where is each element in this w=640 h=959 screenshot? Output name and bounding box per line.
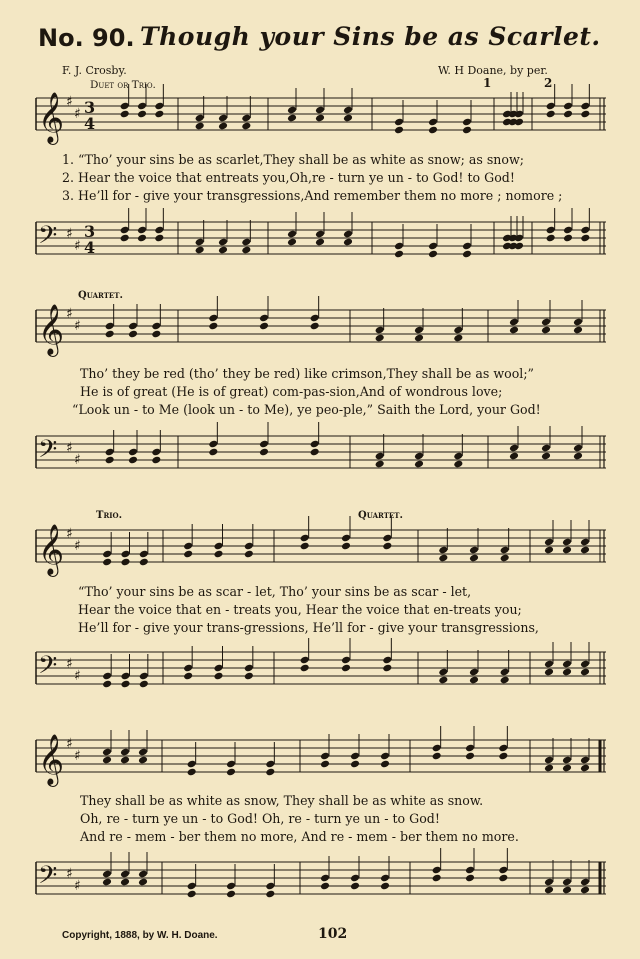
note-head: [469, 676, 479, 685]
note-head: [208, 322, 218, 331]
note-head: [218, 122, 228, 131]
time-sig-bottom: 4: [84, 238, 96, 257]
note-head: [287, 114, 297, 123]
note-head: [380, 760, 390, 769]
system2-lyric-verse2: He is of great (He is of great) com-pas-sion,And of wondrous love;: [80, 384, 503, 399]
note-head: [465, 874, 475, 883]
note-head: [102, 558, 112, 567]
staff-lines: [36, 310, 606, 342]
system4-treble-staff: [0, 728, 640, 792]
note-head: [544, 668, 554, 677]
note-head: [120, 756, 130, 765]
system1-lyric-verse1: 1. “Tho’ your sins be as scarlet,They shall be as white as snow; as snow;: [62, 152, 524, 167]
note-head: [151, 330, 161, 339]
staff-lines: [36, 652, 606, 684]
note-head: [315, 238, 325, 247]
sharp-icon: ♯: [66, 440, 73, 456]
note-head: [509, 326, 519, 335]
note-head: [244, 672, 254, 681]
sharp-icon: ♯: [74, 748, 81, 764]
note-head: [187, 890, 197, 899]
system3-label-quartet: Quartet.: [358, 510, 403, 521]
system1-lyric-verse3: 3. He’ll for - give your transgressions,And remember them no more ; nomore ;: [62, 188, 563, 203]
system4-lyric-verse2: Oh, re - turn ye un - to God! Oh, re - turn ye un - to God!: [80, 811, 440, 826]
note-head: [120, 558, 130, 567]
system4-bass-staff: [0, 850, 640, 920]
time-sig-top: 3: [84, 98, 96, 117]
sharp-icon: ♯: [74, 106, 81, 122]
note-head: [432, 752, 442, 761]
bass-clef-icon: 𝄢: [38, 651, 58, 686]
note-head: [102, 878, 112, 887]
note-head: [514, 242, 524, 251]
note-head: [138, 756, 148, 765]
volta-first: 1: [483, 76, 492, 90]
note-head: [562, 886, 572, 895]
note-head: [128, 330, 138, 339]
note-head: [414, 334, 424, 343]
note-head: [580, 668, 590, 677]
note-head: [382, 542, 392, 551]
note-head: [500, 554, 510, 563]
note-head: [541, 326, 551, 335]
note-head: [382, 664, 392, 673]
note-head: [580, 886, 590, 895]
note-head: [562, 546, 572, 555]
system2-bass-staff: [0, 424, 640, 494]
note-head: [213, 672, 223, 681]
note-head: [310, 322, 320, 331]
note-head: [137, 234, 147, 243]
note-head: [241, 122, 251, 131]
note-head: [541, 452, 551, 461]
system2-lyric-verse3: “Look un - to Me (look un - to Me), ye peo-ple,” Saith the Lord, your God!: [72, 402, 541, 417]
note-head: [573, 326, 583, 335]
treble-clef-icon: 𝄞: [38, 304, 65, 355]
sharp-icon: ♯: [66, 526, 73, 542]
system4-lyric-verse3: And re - mem - ber them no more, And re - mem - ber them no more.: [80, 829, 519, 844]
composer-credit: W. H Doane, by per.: [438, 64, 548, 77]
note-head: [187, 768, 197, 777]
note-head: [438, 676, 448, 685]
note-head: [244, 550, 254, 559]
note-head: [102, 756, 112, 765]
note-head: [128, 456, 138, 465]
system3-lyric-verse3: He’ll for - give your trans-gressions, He’ll for - give your transgressions,: [78, 620, 539, 635]
sharp-icon: ♯: [66, 94, 73, 110]
time-sig-top: 3: [84, 222, 96, 241]
note-head: [498, 874, 508, 883]
note-head: [315, 114, 325, 123]
system1-treble-staff: [0, 86, 640, 150]
system2-label: Quartet.: [78, 290, 123, 301]
note-head: [287, 238, 297, 247]
note-head: [139, 558, 149, 567]
note-head: [120, 110, 130, 119]
sharp-icon: ♯: [66, 306, 73, 322]
bass-clef-icon: 𝄢: [38, 221, 58, 256]
note-head: [208, 448, 218, 457]
note-head: [265, 890, 275, 899]
note-head: [195, 246, 205, 255]
system1-lyric-verse2: 2. Hear the voice that entreats you,Oh,re - turn ye un - to God! to God!: [62, 170, 515, 185]
system4-lyric-verse1: They shall be as white as snow, They shall be as white as snow.: [80, 793, 484, 808]
note-head: [341, 542, 351, 551]
volta-second: 2: [544, 76, 553, 90]
sharp-icon: ♯: [66, 736, 73, 752]
note-head: [300, 664, 310, 673]
note-head: [498, 752, 508, 761]
note-head: [241, 246, 251, 255]
note-head: [453, 460, 463, 469]
note-head: [580, 546, 590, 555]
note-head: [183, 672, 193, 681]
sharp-icon: ♯: [74, 318, 81, 334]
note-head: [320, 760, 330, 769]
treble-clef-icon: 𝄞: [38, 92, 65, 143]
note-head: [428, 126, 438, 135]
note-head: [500, 676, 510, 685]
note-head: [105, 330, 115, 339]
note-head: [259, 322, 269, 331]
note-head: [154, 110, 164, 119]
note-head: [544, 764, 554, 773]
note-head: [453, 334, 463, 343]
note-head: [350, 882, 360, 891]
copyright-notice: Copyright, 1888, by W. H. Doane.: [62, 930, 218, 941]
note-head: [414, 460, 424, 469]
sharp-icon: ♯: [74, 668, 81, 684]
note-head: [320, 882, 330, 891]
note-head: [139, 680, 149, 689]
note-head: [462, 250, 472, 259]
treble-clef-icon: 𝄞: [38, 524, 65, 575]
note-head: [432, 874, 442, 883]
staff-lines: [36, 530, 606, 562]
note-head: [509, 452, 519, 461]
staff-lines: [36, 436, 606, 468]
note-head: [562, 764, 572, 773]
note-head: [562, 668, 572, 677]
system3-label-trio: Trio.: [96, 510, 123, 521]
system3-bass-staff: [0, 640, 640, 710]
note-head: [465, 752, 475, 761]
note-head: [438, 554, 448, 563]
note-head: [226, 890, 236, 899]
voicing-label: Duet or Trio.: [90, 79, 156, 91]
note-head: [394, 126, 404, 135]
note-head: [462, 126, 472, 135]
note-head: [102, 680, 112, 689]
bass-clef-icon: 𝄢: [38, 861, 58, 896]
sharp-icon: ♯: [74, 878, 81, 894]
sharp-icon: ♯: [66, 226, 73, 242]
treble-clef-icon: 𝄞: [38, 734, 65, 785]
page-number: 102: [318, 926, 348, 942]
system3-lyric-verse1: “Tho’ your sins be as scar - let, Tho’ your sins be as scar - let,: [78, 584, 472, 599]
note-head: [544, 546, 554, 555]
note-head: [343, 238, 353, 247]
system3-treble-staff: [0, 518, 640, 582]
time-sig-bottom: 4: [84, 114, 96, 133]
note-head: [195, 122, 205, 131]
note-head: [544, 886, 554, 895]
note-head: [375, 334, 385, 343]
author-credit: F. J. Crosby.: [62, 64, 127, 77]
note-head: [259, 448, 269, 457]
note-head: [546, 110, 556, 119]
note-head: [137, 110, 147, 119]
sharp-icon: ♯: [74, 538, 81, 554]
hymn-number: No. 90.: [38, 24, 135, 52]
system2-lyric-verse1: Tho’ they be red (tho’ they be red) like crimson,They shall be as wool;”: [80, 366, 534, 381]
note-head: [469, 554, 479, 563]
note-head: [300, 542, 310, 551]
note-head: [120, 878, 130, 887]
note-head: [563, 110, 573, 119]
note-head: [183, 550, 193, 559]
note-head: [226, 768, 236, 777]
note-head: [151, 456, 161, 465]
note-head: [350, 760, 360, 769]
note-head: [394, 250, 404, 259]
note-head: [341, 664, 351, 673]
note-head: [105, 456, 115, 465]
note-head: [213, 550, 223, 559]
note-head: [580, 110, 590, 119]
note-head: [218, 246, 228, 255]
system3-lyric-verse2: Hear the voice that en - treats you, Hear the voice that en-treats you;: [78, 602, 522, 617]
system2-treble-staff: [0, 298, 640, 362]
note-head: [563, 234, 573, 243]
note-head: [138, 878, 148, 887]
sharp-icon: ♯: [74, 238, 81, 254]
note-head: [580, 234, 590, 243]
hymn-title: Though your Sins be as Scarlet.: [140, 22, 601, 51]
note-head: [428, 250, 438, 259]
note-head: [546, 234, 556, 243]
sharp-icon: ♯: [74, 452, 81, 468]
sharp-icon: ♯: [66, 656, 73, 672]
bass-clef-icon: 𝄢: [38, 435, 58, 470]
note-head: [265, 768, 275, 777]
sharp-icon: ♯: [66, 866, 73, 882]
note-head: [514, 118, 524, 127]
note-head: [154, 234, 164, 243]
note-head: [573, 452, 583, 461]
note-head: [310, 448, 320, 457]
note-head: [343, 114, 353, 123]
system1-bass-staff: [0, 210, 640, 280]
note-head: [380, 882, 390, 891]
note-head: [375, 460, 385, 469]
note-head: [580, 764, 590, 773]
note-head: [120, 680, 130, 689]
note-head: [120, 234, 130, 243]
